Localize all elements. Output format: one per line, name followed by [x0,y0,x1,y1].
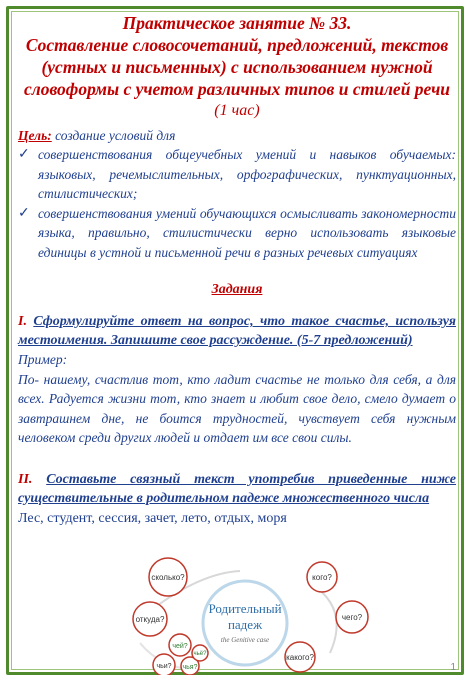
bubble-kogo [307,562,337,592]
title-duration: (1 час) [214,102,260,119]
checkmark-icon: ✓ [18,147,30,162]
task-2-number: II. [18,471,33,487]
task-2-text: Составьте связный текст употребив приведенные ниже существительные в родительном падеже множественного числа [18,471,456,506]
bubble-otkuda [133,602,167,636]
bubble-chyi [153,654,175,675]
svg-text:откуда?: откуда? [135,615,165,624]
center-title-1: Родительный [208,601,282,616]
title-line-2: Составление словосочетаний, предложений, текстов [25,35,449,55]
page-content [18,12,456,529]
goal-line [18,126,456,145]
center-title-2: падеж [227,617,263,632]
task-1-text: Сформулируйте ответ на вопрос, что такое счастье, используя местоимения. Запишите свое рассуждение. (5-7 предложений) [18,314,456,348]
task-2-words: Лес, студент, сессия, зачет, лето, отдых, моря [18,510,287,526]
task-1-example-label: Пример: [18,352,68,367]
center-subtitle: the Genitive case [220,636,270,644]
task-1-example-text: По- нашему, счастлив тот, кто ладит счастье не только для себя, а для всех. Радуется жизни тот, кто знает и любит свое дело, смело думает о завтрашнем дне, не боится трудностей, чувствует себя нужным человеком среди других людей и отдает им все свои силы. [18,371,456,445]
svg-text:сколько?: сколько? [151,573,185,582]
goal-list [18,145,456,262]
goal-item-text: совершенствования умений обучающихся осмысливать закономерности языка, правильно, стилистически верно использовать языковые единицы в устной и письменной речи в разных речевых ситуациях [38,205,456,260]
goal-item [18,145,456,204]
svg-text:какого?: какого? [286,653,314,662]
diagram-arc [310,583,337,653]
svg-text:чего?: чего? [341,613,363,622]
svg-text:кого?: кого? [312,573,332,582]
tasks-heading: Задания [211,282,263,297]
title-line-4: словоформы с учетом различных типов и стилей речи [23,79,451,99]
svg-text:чьи?: чьи? [156,663,172,670]
svg-text:чья?: чья? [182,664,198,671]
page-number: 1 [450,662,456,673]
page-title [18,12,456,122]
svg-text:чьё?: чьё? [193,651,207,657]
bubble-chey [169,634,191,656]
task-1-number: I. [18,314,27,329]
bubble-chego [336,601,368,633]
title-line-3: (устных и письменных) с использованием нужной [41,57,433,77]
bubble-chyo [192,645,208,661]
checkmark-icon: ✓ [18,205,30,221]
svg-text:чей?: чей? [172,643,188,650]
task-1-title [18,312,456,350]
goal-item [18,204,456,263]
bubble-kakogo [285,642,315,672]
genitive-case-diagram [0,553,474,675]
bubble-skolko [149,558,187,596]
task-2-title [18,470,456,508]
goal-text: создание условий для [55,128,176,143]
title-line-1: Практическое занятие № 33. [122,13,352,33]
goal-label: Цель: [18,128,52,143]
goal-item-text: совершенствования общеучебных умений и навыков обучаемых: языковых, речемыслительных, орфографических, пунктуационных, стилистических; [38,147,456,201]
